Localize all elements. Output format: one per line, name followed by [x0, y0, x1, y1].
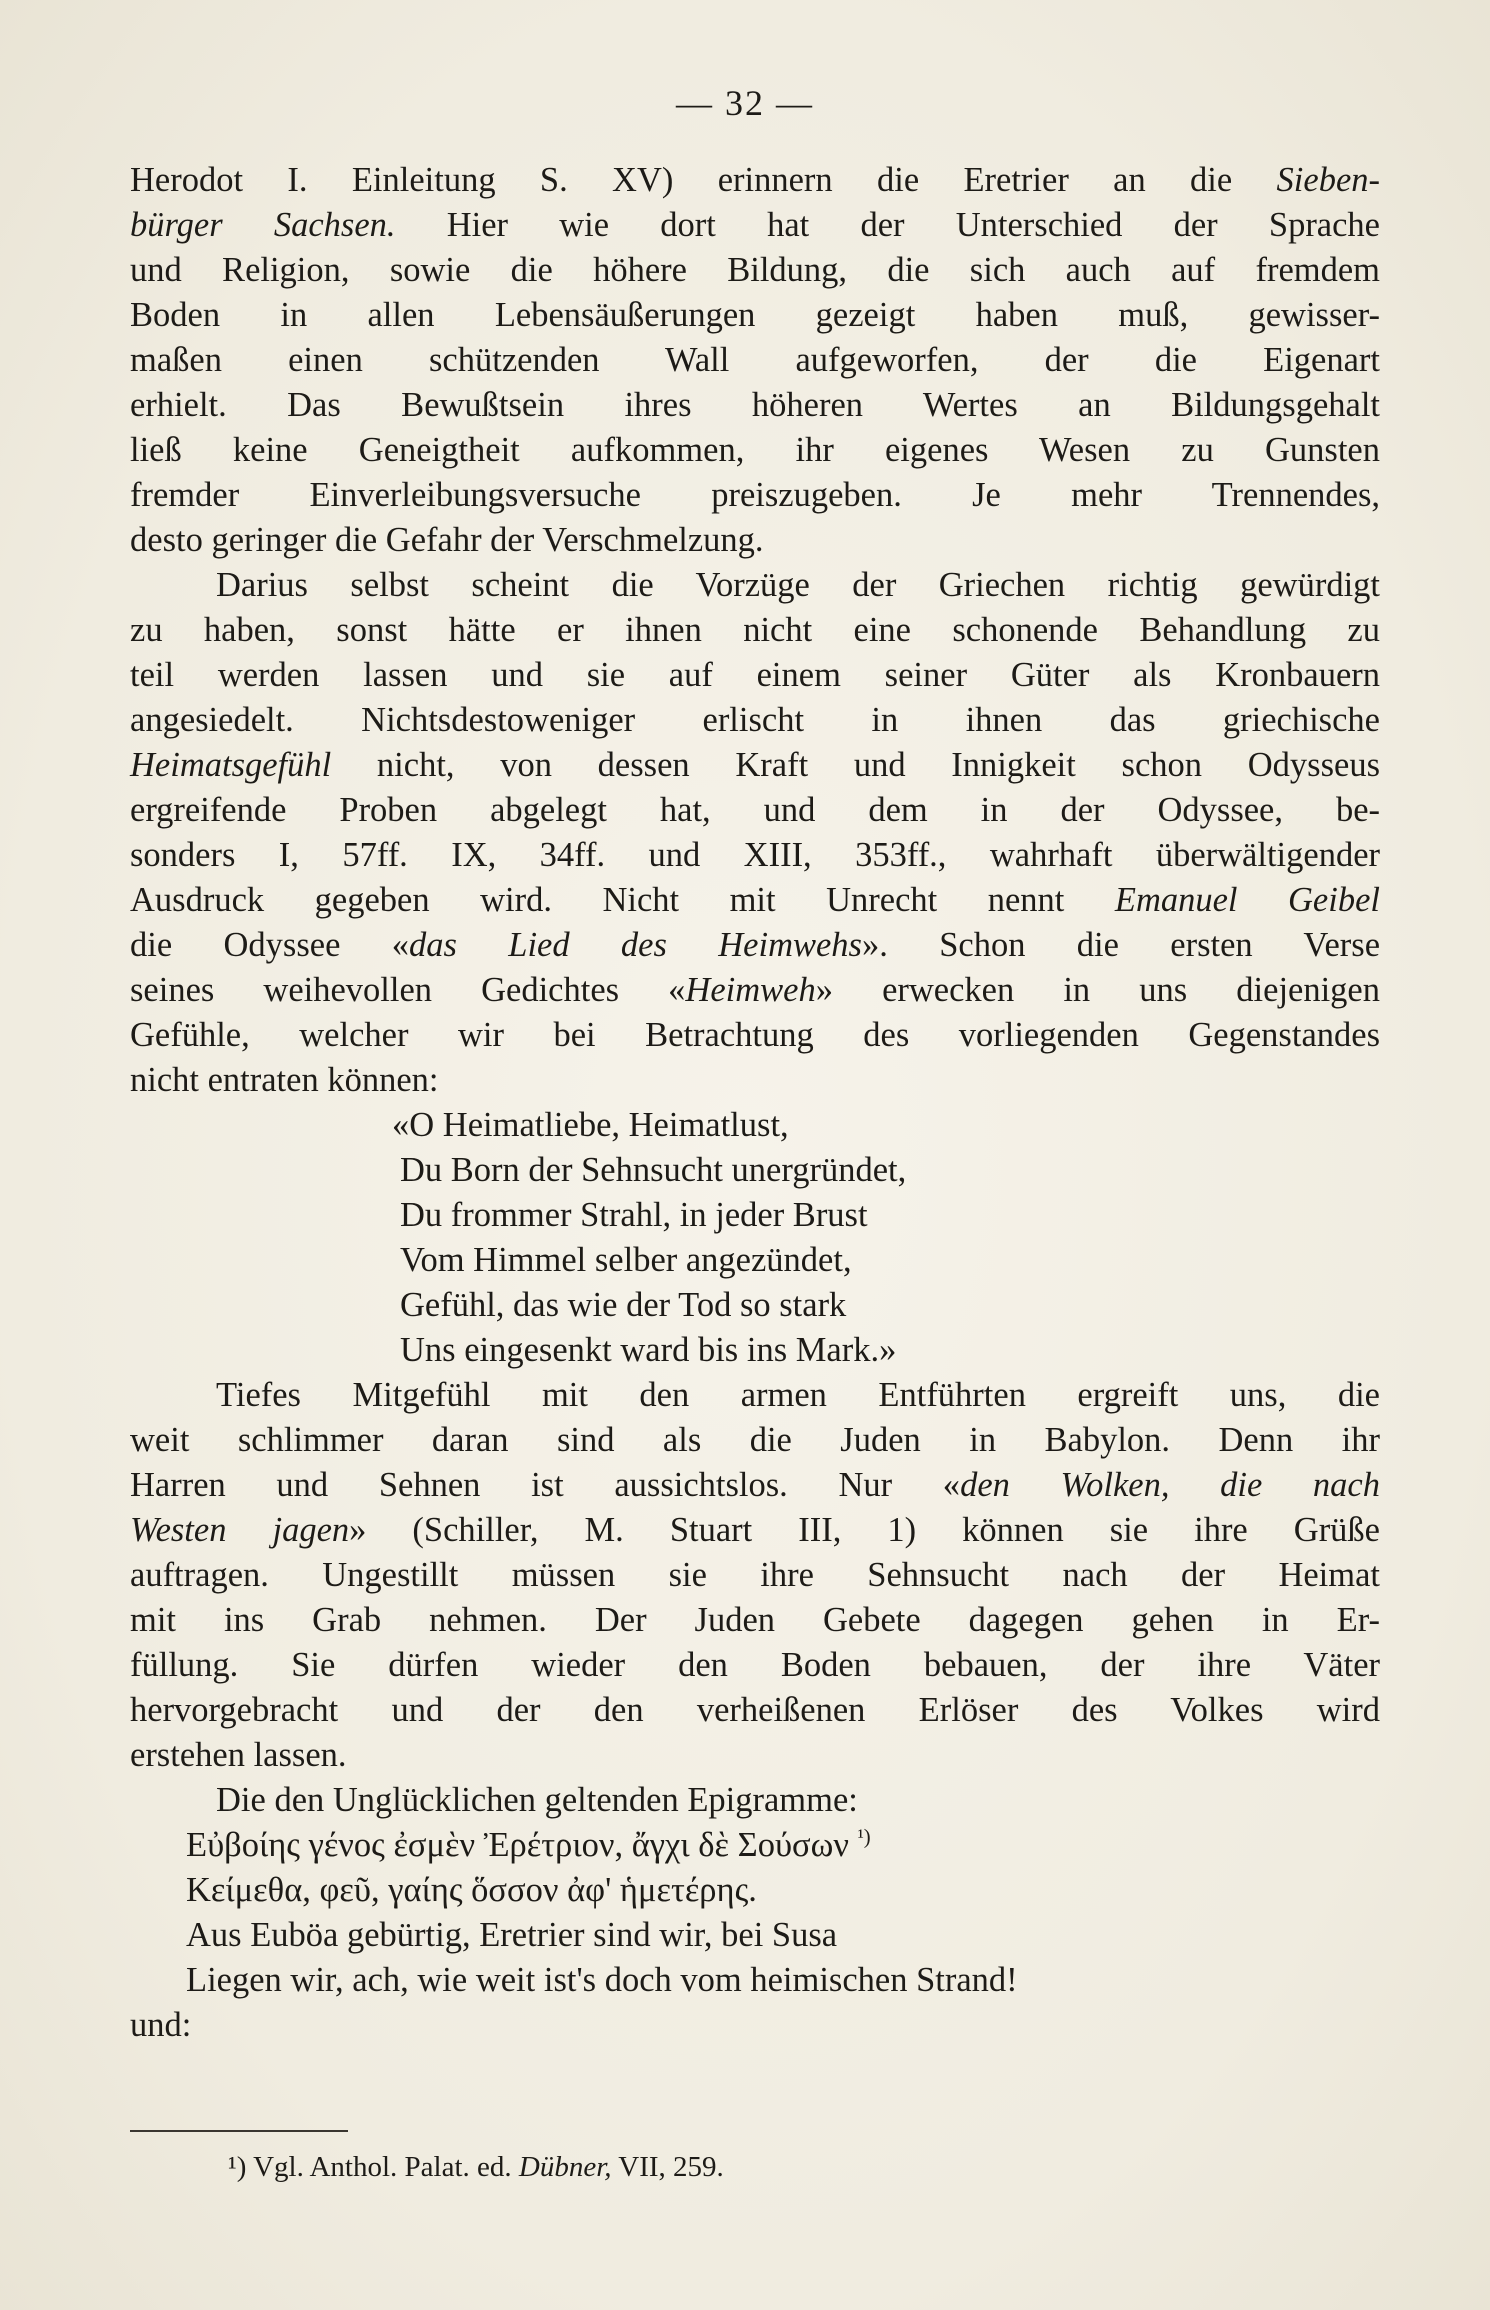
text-segment: nicht entraten können:: [130, 1061, 439, 1099]
text-line: [130, 428, 1380, 473]
text-segment: zu haben, sonst hätte er ihnen nicht eine schonende Behandlung zu: [130, 611, 1380, 649]
footnote-mark: ¹): [228, 2151, 247, 2183]
text-segment: «O Heimatliebe, Heimatlust,: [392, 1106, 789, 1144]
text-segment: Du Born der Sehnsucht unergründet,: [400, 1151, 907, 1189]
italic-segment: bürger Sachsen.: [130, 206, 396, 244]
italic-segment: den Wolken, die nach: [960, 1466, 1380, 1504]
text-line: [130, 1913, 1380, 1958]
text-line: [130, 1103, 1380, 1148]
text-line: [130, 1508, 1380, 1553]
text-segment: Du frommer Strahl, in jeder Brust: [400, 1196, 868, 1234]
text-segment: Boden in allen Lebensäußerungen gezeigt haben muß, gewisser-: [130, 296, 1380, 334]
text-segment: und:: [130, 2006, 192, 2044]
text-segment: weit schlimmer daran sind als die Juden in Babylon. Denn ihr: [130, 1421, 1380, 1459]
text-segment: ». Schon die ersten Verse: [861, 926, 1381, 964]
text-segment: erstehen lassen.: [130, 1736, 347, 1774]
text-line: [130, 1238, 1380, 1283]
footnote-rule: [130, 2130, 348, 2132]
footnote-editor: Dübner,: [518, 2151, 612, 2183]
text-segment: ergreifende Proben abgelegt hat, und dem in der Odyssee, be-: [130, 791, 1380, 829]
footnote: [228, 2148, 724, 2186]
text-line: [130, 1328, 1380, 1373]
text-line: [130, 158, 1380, 203]
text-line: [130, 473, 1380, 518]
text-line: [130, 968, 1380, 1013]
text-segment: ließ keine Geneigtheit aufkommen, ihr eigenes Wesen zu Gunsten: [130, 431, 1380, 469]
text-line: [130, 1463, 1380, 1508]
text-segment: die Odyssee «: [130, 926, 409, 964]
text-line: [130, 608, 1380, 653]
text-line: [130, 788, 1380, 833]
italic-segment: Heimweh: [685, 971, 816, 1009]
text-segment: Gefühl, das wie der Tod so stark: [400, 1286, 847, 1324]
text-line: [130, 1148, 1380, 1193]
text-line: [130, 293, 1380, 338]
text-segment: desto geringer die Gefahr der Verschmelzung.: [130, 521, 764, 559]
text-line: [130, 1058, 1380, 1103]
text-segment: erhielt. Das Bewußtsein ihres höheren Wertes an Bildungsgehalt: [130, 386, 1380, 424]
text-line: [130, 1283, 1380, 1328]
text-segment: mit ins Grab nehmen. Der Juden Gebete dagegen gehen in Er-: [130, 1601, 1380, 1639]
text-line: [130, 518, 1380, 563]
footnote-ref: ¹): [857, 1826, 871, 1849]
text-segment: Hier wie dort hat der Unterschied der Sprache: [395, 206, 1380, 244]
text-line: [130, 563, 1380, 608]
text-segment: nicht, von dessen Kraft und Innigkeit schon Odysseus: [331, 746, 1380, 784]
text-segment: Die den Unglücklichen geltenden Epigramme:: [216, 1781, 858, 1819]
body-text: [130, 158, 1380, 2048]
text-line: [130, 1373, 1380, 1418]
text-line: [130, 248, 1380, 293]
text-line: [130, 1013, 1380, 1058]
text-line: [130, 338, 1380, 383]
text-line: [130, 1778, 1380, 1823]
italic-segment: Emanuel Geibel: [1114, 881, 1380, 919]
text-line: [130, 1823, 1380, 1868]
text-line: [130, 1733, 1380, 1778]
text-segment: Ausdruck gegeben wird. Nicht mit Unrecht nennt: [130, 881, 1115, 919]
italic-segment: Westen jagen: [130, 1511, 350, 1549]
text-line: [130, 1688, 1380, 1733]
italic-segment: Heimatsgefühl: [130, 746, 332, 784]
text-segment: Εὐβοίης γένος ἐσμὲν Ἐρέτριον, ἄγχι δὲ Σούσων: [186, 1826, 858, 1864]
text-segment: sonders I, 57ff. IX, 34ff. und XIII, 353ff., wahrhaft überwältigender: [130, 836, 1380, 874]
text-segment: Gefühle, welcher wir bei Betrachtung des vorliegenden Gegenstandes: [130, 1016, 1380, 1054]
text-line: [130, 1868, 1380, 1913]
text-segment: fremder Einverleibungsversuche preiszugeben. Je mehr Trennendes,: [130, 476, 1380, 514]
text-segment: Aus Euböa gebürtig, Eretrier sind wir, bei Susa: [186, 1916, 838, 1954]
footnote-text-before: Vgl. Anthol. Palat. ed.: [246, 2151, 519, 2183]
text-line: [130, 743, 1380, 788]
text-segment: maßen einen schützenden Wall aufgeworfen, der die Eigenart: [130, 341, 1380, 379]
text-line: [130, 698, 1380, 743]
text-segment: angesiedelt. Nichtsdestoweniger erlischt in ihnen das griechische: [130, 701, 1380, 739]
text-segment: füllung. Sie dürfen wieder den Boden bebauen, der ihre Väter: [130, 1646, 1380, 1684]
italic-segment: das Lied des Heimwehs: [408, 926, 862, 964]
text-line: [130, 653, 1380, 698]
text-line: [130, 383, 1380, 428]
text-segment: hervorgebracht und der den verheißenen Erlöser des Volkes wird: [130, 1691, 1380, 1729]
text-line: [130, 1193, 1380, 1238]
text-segment: Uns eingesenkt ward bis ins Mark.»: [400, 1331, 897, 1369]
text-line: [130, 1418, 1380, 1463]
text-line: [130, 878, 1380, 923]
text-line: [130, 1598, 1380, 1643]
text-line: [130, 1553, 1380, 1598]
text-segment: teil werden lassen und sie auf einem seiner Güter als Kronbauern: [130, 656, 1380, 694]
text-line: [130, 2003, 1380, 2048]
text-line: [130, 833, 1380, 878]
text-segment: auftragen. Ungestillt müssen sie ihre Sehnsucht nach der Heimat: [130, 1556, 1380, 1594]
text-line: [130, 923, 1380, 968]
text-line: [130, 1643, 1380, 1688]
text-segment: Vom Himmel selber angezündet,: [400, 1241, 852, 1279]
page-number: — 32 —: [676, 83, 814, 123]
text-segment: Harren und Sehnen ist aussichtslos. Nur «: [130, 1466, 961, 1504]
text-segment: Darius selbst scheint die Vorzüge der Griechen richtig gewürdigt: [216, 566, 1380, 604]
text-segment: » erwecken in uns diejenigen: [815, 971, 1380, 1009]
text-segment: Herodot I. Einleitung S. XV) erinnern die Eretrier an die: [130, 161, 1277, 199]
text-line: [130, 1958, 1380, 2003]
footnote-text-after: VII, 259.: [611, 2151, 724, 2183]
text-segment: » (Schiller, M. Stuart III, 1) können sie ihre Grüße: [349, 1511, 1380, 1549]
text-segment: seines weihevollen Gedichtes «: [130, 971, 686, 1009]
italic-segment: Sieben-: [1276, 161, 1380, 199]
text-segment: Tiefes Mitgefühl mit den armen Entführten ergreift uns, die: [216, 1376, 1380, 1414]
text-line: [130, 203, 1380, 248]
text-segment: Liegen wir, ach, wie weit ist's doch vom heimischen Strand!: [186, 1961, 1018, 1999]
text-segment: Κείμεθα, φεῦ, γαίης ὅσσον ἀφ' ἡμετέρης.: [186, 1871, 757, 1909]
text-segment: und Religion, sowie die höhere Bildung, die sich auch auf fremdem: [130, 251, 1380, 289]
